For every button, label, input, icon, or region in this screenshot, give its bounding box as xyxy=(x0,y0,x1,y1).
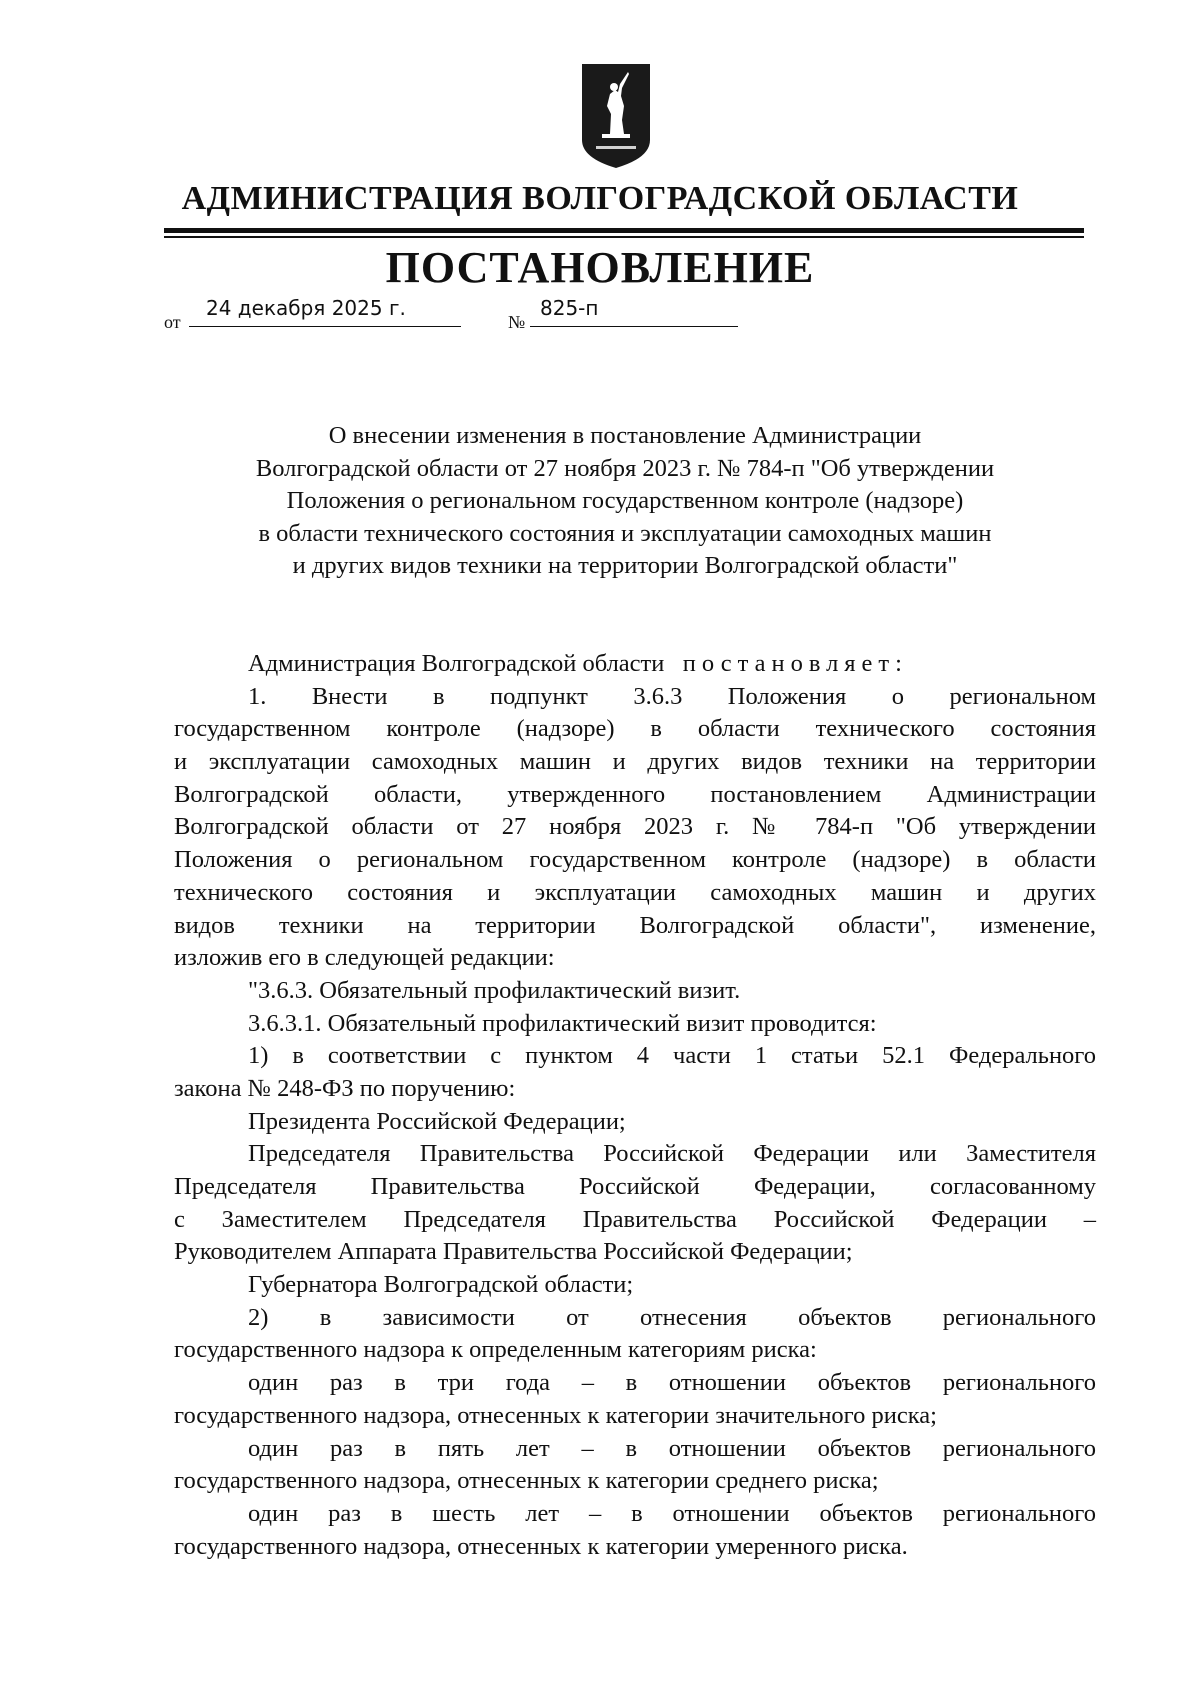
heading-line: и других видов техники на территории Волгоградской области" xyxy=(292,552,958,579)
risk-line: один раз в шесть лет – в отношении объектов регионального xyxy=(248,1499,1096,1527)
risk-line: государственного надзора, отнесенных к категории среднего риска; xyxy=(174,1467,879,1495)
header-rule-thick xyxy=(164,228,1084,233)
subsection-3631: 3.6.3.1. Обязательный профилактический визит проводится: xyxy=(248,1009,877,1037)
risk-line: один раз в пять лет – в отношении объектов регионального xyxy=(248,1434,1096,1462)
risk-line: государственного надзора, отнесенных к категории значительного риска; xyxy=(174,1401,937,1429)
risk-line: государственного надзора, отнесенных к категории умеренного риска. xyxy=(174,1532,908,1560)
document-type-title: ПОСТАНОВЛЕНИЕ xyxy=(385,243,815,292)
chair-line: с Заместителем Председателя Правительства Российской Федерации – xyxy=(174,1205,1096,1233)
paragraph-line: видов техники на территории Волгоградской области", изменение, xyxy=(174,911,1096,939)
number-prefix: № xyxy=(508,312,526,332)
risk-line: один раз в три года – в отношении объектов регионального xyxy=(248,1369,1096,1397)
chair-line: Руководителем Аппарата Правительства Российской Федерации; xyxy=(174,1238,853,1266)
heading-line: в области технического состояния и эксплуатации самоходных машин xyxy=(258,519,992,547)
paragraph-line: Положения о региональном государственном контроле (надзоре) в области xyxy=(174,846,1096,874)
intro-line xyxy=(174,648,1096,681)
document-date: 24 декабря 2025 г. xyxy=(206,296,406,320)
item2-line: 2) в зависимости от отнесения объектов регионального xyxy=(248,1303,1096,1331)
paragraph-line: Волгоградской области, утвержденного постановлением Администрации xyxy=(174,780,1096,808)
heading-line: О внесении изменения в постановление Администрации xyxy=(328,422,922,449)
chair-line: Председателя Правительства Российской Федерации или Заместителя xyxy=(248,1140,1096,1168)
date-prefix: от xyxy=(164,312,181,332)
heading-line: Положения о региональном государственном контроле (надзоре) xyxy=(286,487,964,514)
paragraph-line: государственном контроле (надзоре) в области технического состояния xyxy=(174,715,1096,743)
document-body xyxy=(174,648,1096,1563)
document-number: 825-п xyxy=(540,296,599,320)
governor-line: Губернатора Волгоградской области; xyxy=(248,1271,634,1299)
intro-verb: постановляет: xyxy=(682,650,908,677)
item1-line: закона № 248-ФЗ по поручению: xyxy=(174,1074,516,1102)
item2-line: государственного надзора к определенным категориям риска: xyxy=(174,1336,817,1364)
paragraph-line: изложив его в следующей редакции: xyxy=(174,944,555,972)
document-heading xyxy=(180,420,1070,583)
header-rule-thin xyxy=(164,236,1084,238)
subsection-363: "3.6.3. Обязательный профилактический визит. xyxy=(248,976,741,1004)
coat-of-arms-emblem xyxy=(580,62,652,170)
heading-line: Волгоградской области от 27 ноября 2023 г. № 784-п "Об утверждении xyxy=(255,454,995,482)
organization-title: АДМИНИСТРАЦИЯ ВОЛГОГРАДСКОЙ ОБЛАСТИ xyxy=(181,180,1019,217)
paragraph-line: 1. Внести в подпункт 3.6.3 Положения о региональном xyxy=(248,682,1096,710)
paragraph-line: технического состояния и эксплуатации самоходных машин и других xyxy=(174,878,1096,906)
date-number-row xyxy=(164,296,764,336)
chair-line: Председателя Правительства Российской Федерации, согласованному xyxy=(174,1173,1096,1200)
intro-subject: Администрация Волгоградской области xyxy=(248,650,665,677)
item1-line: 1) в соответствии с пунктом 4 части 1 статьи 52.1 Федерального xyxy=(248,1042,1096,1070)
paragraph-line: Волгоградской области от 27 ноября 2023 г. № 784-п "Об утверждении xyxy=(174,813,1096,841)
paragraph-line: и эксплуатации самоходных машин и других видов техники на территории xyxy=(174,748,1096,776)
president-line: Президента Российской Федерации; xyxy=(248,1107,626,1135)
